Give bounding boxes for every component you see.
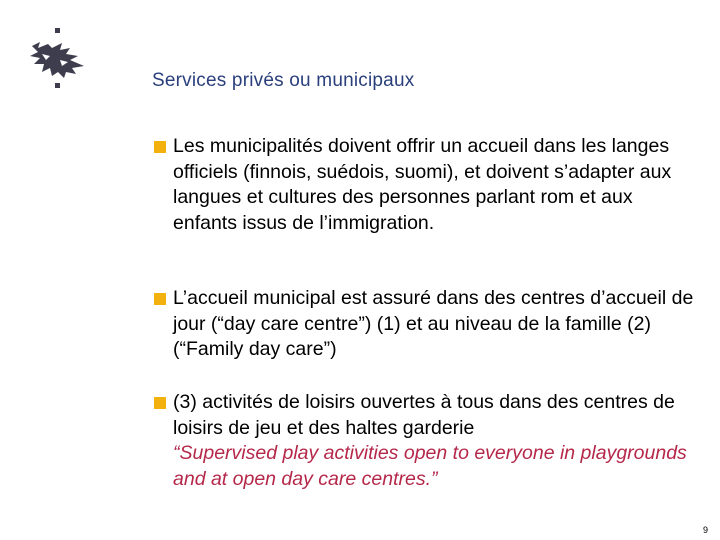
bullet-text: Les municipalités doivent offrir un accueil dans les langes officiels (finnois, suédois, suomi), et doivent s’adapter aux langues et cultures des personnes parlant rom et aux enfants issus de l’immigration. — [173, 135, 672, 234]
university-logo-icon — [26, 26, 88, 96]
slide-title: Services privés ou municipaux — [152, 70, 415, 91]
page-number: 9 — [702, 525, 708, 535]
bullet-quote: “Supervised play activities open to everyone in playgrounds and at open day care centres.” — [173, 442, 687, 490]
square-bullet-icon — [154, 397, 166, 409]
bullet-text: L’accueil municipal est assuré dans des centres d’accueil de jour (“day care centre”) (1) et au niveau de la famille (2) (“Family day care”) — [173, 287, 694, 360]
square-bullet-icon — [154, 293, 166, 305]
bullet-item — [154, 390, 694, 492]
bullet-item — [154, 134, 694, 236]
bullet-text: (3) activités de loisirs ouvertes à tous dans des centres de loisirs de jeu et des haltes garderie — [173, 391, 675, 439]
bullet-item — [154, 286, 694, 363]
square-bullet-icon — [154, 141, 166, 153]
